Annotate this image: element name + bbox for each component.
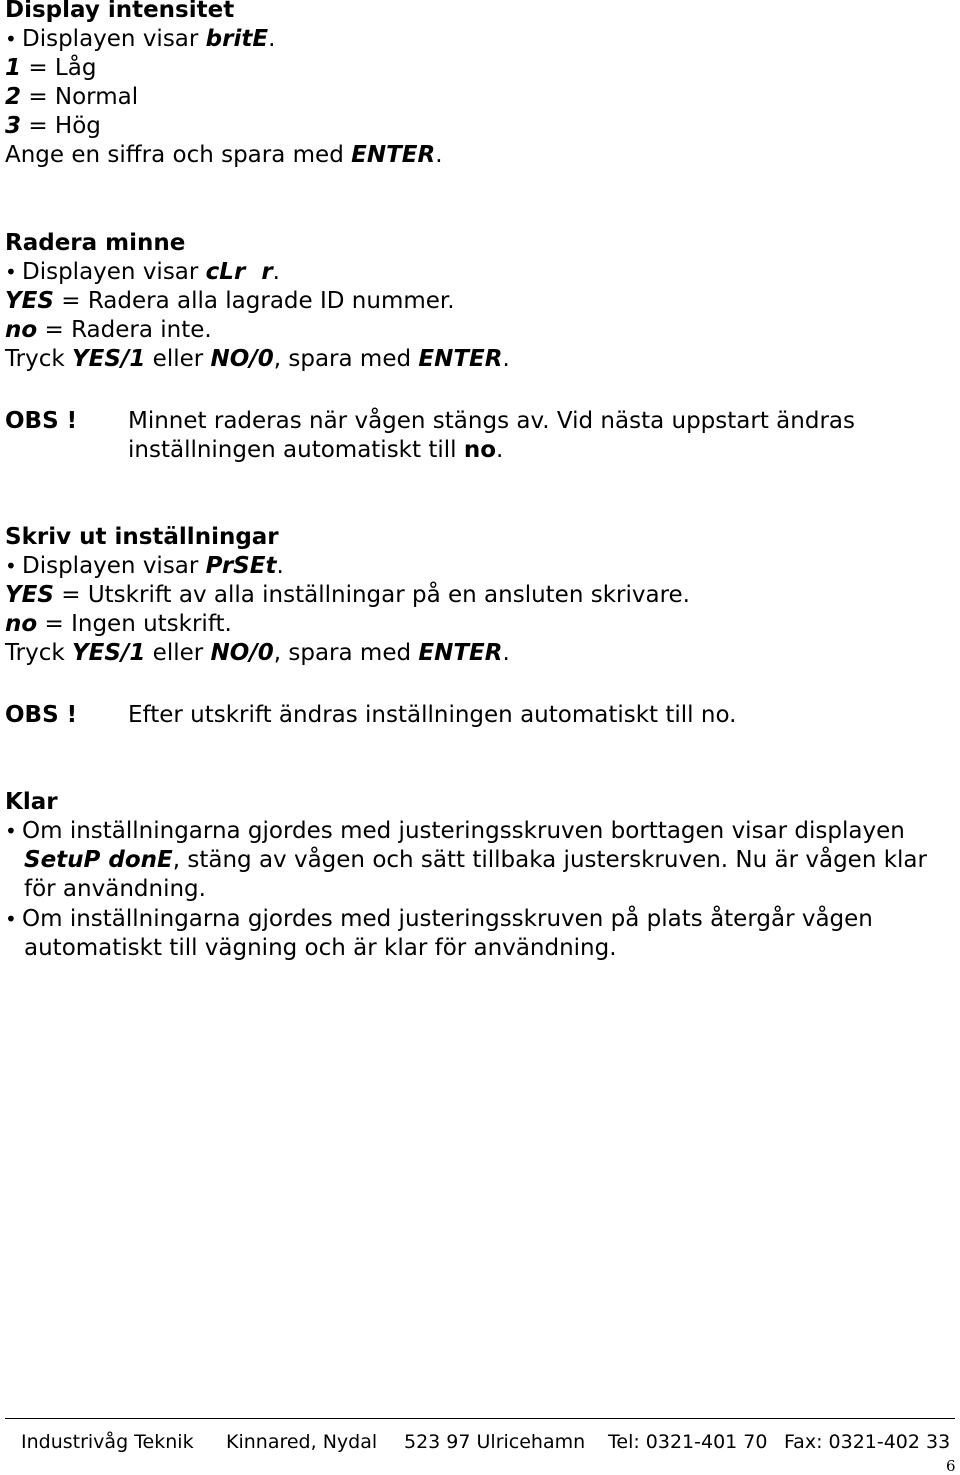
display-code: britE [205, 26, 269, 52]
text: , spara med [273, 346, 419, 372]
ready-bullet-2-line2: automatiskt till vägning och är klar för användning. [24, 935, 617, 961]
option-key: 3 [5, 113, 22, 139]
key-no0: NO/0 [210, 640, 274, 666]
clear-note-line1: Minnet raderas när vågen stängs av. Vid nästa uppstart ändras [128, 408, 855, 434]
clear-instruction [5, 345, 510, 374]
text: Tryck [5, 346, 73, 372]
key-yes1: YES/1 [72, 640, 146, 666]
heading-ready: Klar [5, 789, 58, 815]
print-code: PrSEt [205, 553, 277, 579]
ready-bullet-2: • Om inställningarna gjordes med justeringsskruven på plats återgår vågen [5, 905, 873, 934]
clear-bullet: • Displayen visar cLr r. [5, 258, 280, 287]
text: . [502, 346, 510, 372]
text: = Radera alla lagrade ID nummer. [53, 288, 455, 314]
clear-yes [5, 287, 455, 316]
print-yes [5, 581, 690, 610]
text: Displayen visar [22, 259, 206, 285]
text: = Utskrift av alla inställningar på en ansluten skrivare. [53, 582, 690, 608]
key-enter: ENTER [418, 346, 503, 372]
footer-fax: Fax: 0321-402 33 [784, 1431, 951, 1453]
ready-bullet-1-line2 [24, 846, 927, 875]
key-yes1: YES/1 [72, 346, 146, 372]
list-item [5, 54, 96, 83]
key-yes: YES [5, 288, 54, 314]
footer-company: Industrivåg Teknik [21, 1431, 194, 1453]
heading-display: Display intensitet [5, 0, 235, 23]
display-instruction [5, 141, 443, 170]
key-no: no [463, 437, 497, 463]
ready-bullet-1: • Om inställningarna gjordes med justeringsskruven borttagen visar displayen [5, 817, 905, 846]
clear-code: cLr r [205, 259, 273, 285]
key-no: no [5, 317, 38, 343]
obs-label: OBS ! [5, 702, 78, 728]
print-instruction [5, 639, 510, 668]
text: inställningen automatiskt till [128, 437, 464, 463]
footer-postal: 523 97 Ulricehamn [404, 1431, 586, 1453]
heading-clear: Radera minne [5, 230, 186, 256]
page-number: 6 [946, 1457, 956, 1475]
text: eller [145, 640, 211, 666]
key-yes: YES [5, 582, 54, 608]
display-bullet: • Displayen visar britE. [5, 25, 275, 54]
text: , stäng av vågen och sätt tillbaka justerskruven. Nu är vågen klar [172, 847, 927, 873]
footer-rule [5, 1418, 955, 1419]
print-bullet: • Displayen visar PrSEt. [5, 552, 284, 581]
obs-label: OBS ! [5, 408, 78, 434]
heading-print: Skriv ut inställningar [5, 524, 279, 550]
list-item [5, 112, 101, 141]
text: Tryck [5, 640, 73, 666]
print-note: Efter utskrift ändras inställningen automatiskt till no. [128, 702, 737, 728]
footer-place: Kinnared, Nydal [226, 1431, 378, 1453]
option-text: = Låg [21, 55, 97, 81]
text: . [496, 437, 504, 463]
text: = Ingen utskrift. [37, 611, 232, 637]
print-no [5, 610, 232, 639]
clear-note-line2 [128, 436, 503, 465]
text: eller [145, 346, 211, 372]
list-item [5, 83, 138, 112]
text: . [502, 640, 510, 666]
ready-bullet-1-line3: för användning. [24, 876, 206, 902]
text: = Radera inte. [37, 317, 212, 343]
text: Ange en siffra och spara med [5, 142, 352, 168]
key-no: no [5, 611, 38, 637]
text: , spara med [273, 640, 419, 666]
option-text: = Hög [21, 113, 101, 139]
key-enter: ENTER [351, 142, 436, 168]
option-key: 1 [5, 55, 22, 81]
setup-code: SetuP donE [24, 847, 173, 873]
clear-no [5, 316, 212, 345]
text: Displayen visar [22, 26, 206, 52]
key-no0: NO/0 [210, 346, 274, 372]
option-key: 2 [5, 84, 22, 110]
text: . [435, 142, 443, 168]
option-text: = Normal [21, 84, 139, 110]
key-enter: ENTER [418, 640, 503, 666]
footer-tel: Tel: 0321-401 70 [608, 1431, 768, 1453]
text: Displayen visar [22, 553, 206, 579]
